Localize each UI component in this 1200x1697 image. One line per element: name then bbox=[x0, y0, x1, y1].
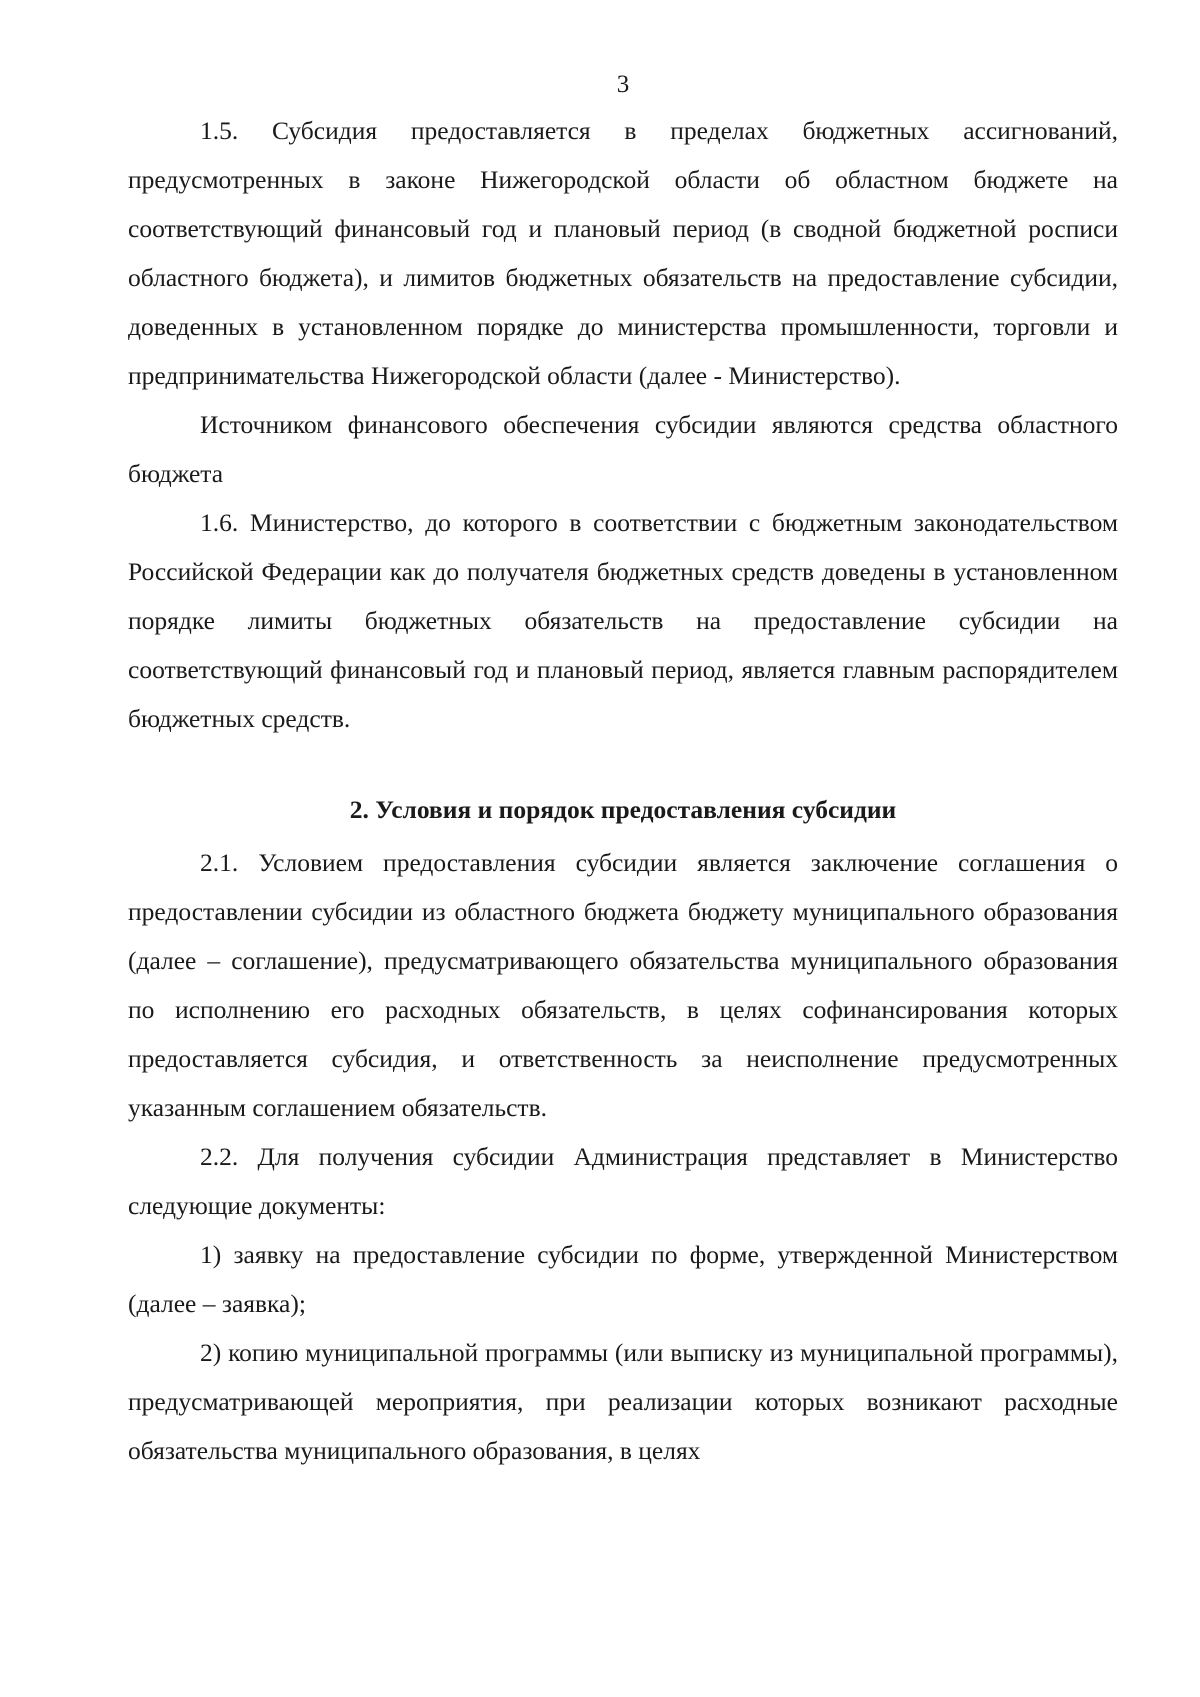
paragraph-funding-source: Источником финансового обеспечения субсидии являются средства областного бюджета bbox=[128, 410, 1118, 488]
list-item-2: 2) копию муниципальной программы (или выписку из муниципальной программы), предусматривающей мероприятия, при реализации которых возникают расходные обязательства муниципального образования, в целях bbox=[128, 1338, 1118, 1465]
list-item-1: 1) заявку на предоставление субсидии по форме, утвержденной Министерством (далее – заявка); bbox=[128, 1240, 1118, 1318]
document-page bbox=[128, 70, 1118, 1475]
section-heading: 2. Условия и порядок предоставления субсидии bbox=[349, 795, 897, 824]
paragraph-1-6: 1.6. Министерство, до которого в соответствии с бюджетным законодательством Российской Федерации как до получателя бюджетных средств доведены в установленном порядке лимиты бюджетных обязательств на предоставление субсидии на соответствующий финансовый год и плановый период, является главным распорядителем бюджетных средств. bbox=[128, 508, 1118, 733]
paragraph-2-2: 2.2. Для получения субсидии Администрация представляет в Министерство следующие документы: bbox=[128, 1142, 1118, 1220]
paragraph-1-5: 1.5. Субсидия предоставляется в пределах бюджетных ассигнований, предусмотренных в законе Нижегородской области об областном бюджете на соответствующий финансовый год и плановый период (в сводной бюджетной росписи областного бюджета), и лимитов бюджетных обязательств на предоставление субсидии, доведенных в установленном порядке до министерства промышленности, торговли и предпринимательства Нижегородской области (далее - Министерство). bbox=[128, 116, 1118, 390]
page-number: 3 bbox=[616, 71, 630, 98]
paragraph-2-1: 2.1. Условием предоставления субсидии является заключение соглашения о предоставлении субсидии из областного бюджета бюджету муниципального образования (далее – соглашение), предусматривающего обязательства муниципального образования по исполнению его расходных обязательств, в целях софинансирования которых предоставляется субсидия, и ответственность за неисполнение предусмотренных указанным соглашением обязательств. bbox=[128, 848, 1118, 1122]
